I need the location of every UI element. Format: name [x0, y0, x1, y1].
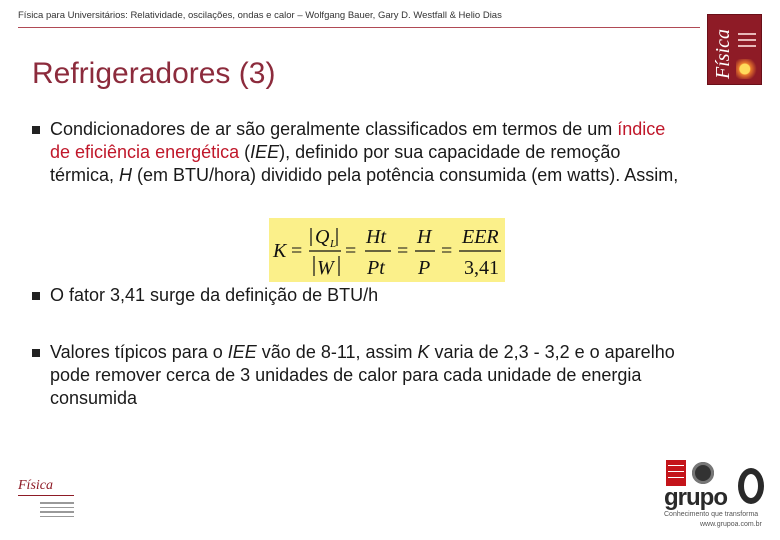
bullet-marker	[32, 126, 40, 134]
bullet-text: Valores típicos para o IEE vão de 8-11, assim K varia de 2,3 - 3,2 e o aparelho pode remover cerca de 3 unidades de calor para cada unidade de energia consumida	[50, 342, 675, 408]
svg-text:EER: EER	[462, 226, 499, 248]
svg-text:3,41: 3,41	[464, 257, 499, 279]
svg-text:=: =	[345, 240, 357, 262]
publisher-tagline: Conhecimento que transforma	[664, 511, 759, 518]
svg-text:=: =	[441, 240, 453, 262]
svg-text:Pt: Pt	[367, 257, 385, 279]
eq-k: K	[273, 240, 287, 262]
fisica-logo-word: Física	[18, 478, 53, 493]
publisher-seal-icon	[692, 462, 714, 484]
bullet-marker	[32, 349, 40, 357]
grupo-a-letter-icon	[738, 468, 764, 504]
publisher-logo	[662, 460, 770, 532]
book-cover-image	[707, 14, 762, 85]
grupo-a-wordmark: grupo	[664, 484, 727, 511]
svg-text:Ht: Ht	[366, 226, 386, 248]
mcgraw-hill-logo	[666, 460, 686, 486]
fisica-logo-subtext	[40, 502, 74, 520]
book-cover-title: Física	[712, 29, 734, 79]
iee-equation	[269, 218, 505, 282]
svg-text:H: H	[417, 226, 432, 248]
header-citation: Física para Universitários: Relatividade, oscilações, ondas e calor – Wolfgang Bauer, Gary D. Westfall & Helio Dias	[18, 10, 502, 21]
book-cover-decoration	[738, 33, 756, 51]
book-cover-art	[736, 59, 758, 79]
bullet-text: Condicionadores de ar são geralmente classificados em termos de um índice de eficiência energética (IEE), definido por sua capacidade de remoção térmica, H (em BTU/hora) dividido pela potência consumida (em watts). Assim,	[50, 119, 679, 185]
publisher-url: www.grupoa.com.br	[700, 521, 762, 528]
fisica-logo	[18, 478, 78, 530]
header-divider	[18, 27, 700, 28]
slide-title: Refrigeradores (3)	[32, 57, 276, 90]
svg-text:P: P	[418, 257, 431, 279]
bullet-marker	[32, 292, 40, 300]
bullet-text: O fator 3,41 surge da definição de BTU/h	[50, 285, 379, 305]
svg-text:=: =	[397, 240, 409, 262]
svg-text:L: L	[330, 238, 337, 250]
svg-text:W: W	[317, 257, 334, 279]
svg-text:Q: Q	[315, 226, 330, 248]
svg-text:=: =	[291, 240, 303, 262]
